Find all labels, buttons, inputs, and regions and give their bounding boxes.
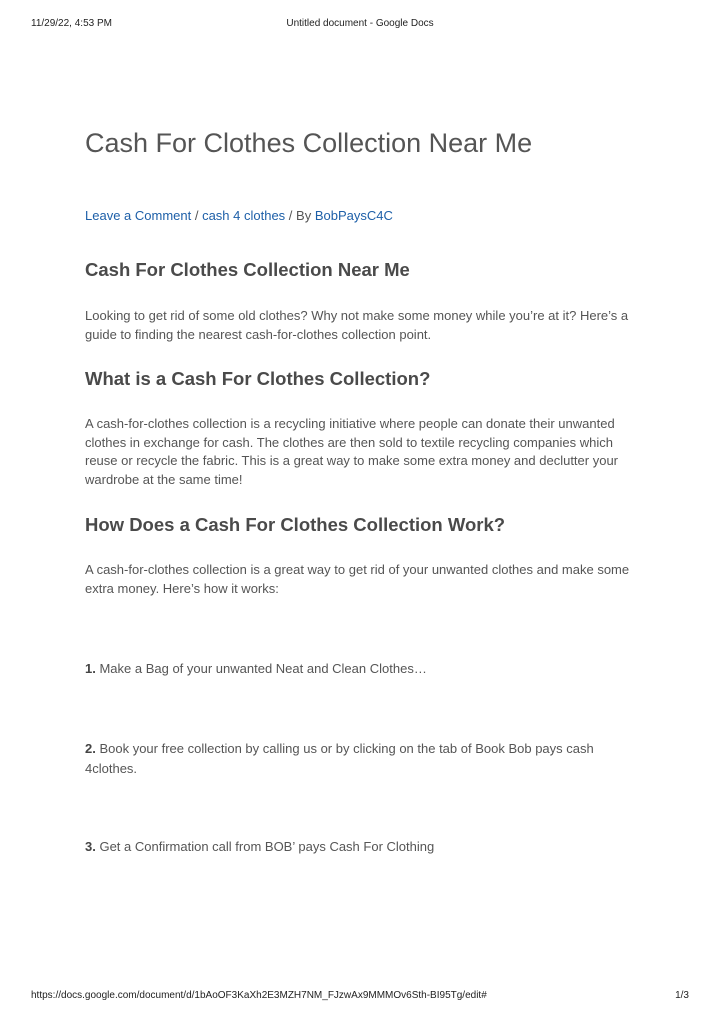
meta-by-label: / By (285, 208, 315, 223)
author-link[interactable]: BobPaysC4C (314, 208, 393, 223)
section-heading: What is a Cash For Clothes Collection? (85, 368, 431, 389)
print-footer (31, 990, 689, 1004)
section-paragraph: Looking to get rid of some old clothes? Why not make some money while you’re at it? Here’s a guide to finding the nearest cash-for-clothes collection point. (85, 308, 629, 342)
print-url: https://docs.google.com/document/d/1bAoOF3KaXh2E3MZH7NM_FJzwAx9MMMOv6Sth-BI95Tg/edit# (31, 990, 487, 1001)
step-text: Make a Bag of your unwanted Neat and Clean Clothes… (95, 661, 427, 676)
meta-separator: / (191, 208, 203, 223)
page-title: Cash For Clothes Collection Near Me (85, 128, 533, 158)
print-doc-title: Untitled document - Google Docs (286, 18, 434, 29)
leave-comment-link[interactable]: Leave a Comment (85, 208, 192, 223)
post-meta (85, 208, 393, 223)
step-item (85, 659, 645, 679)
step-number: 1. (85, 661, 96, 676)
step-text: Get a Confirmation call from BOB’ pays Cash For Clothing (95, 839, 435, 854)
print-header (31, 18, 689, 32)
step-number: 2. (85, 741, 96, 756)
section-heading: Cash For Clothes Collection Near Me (85, 259, 410, 280)
step-item (85, 837, 645, 857)
step-item (85, 739, 645, 778)
category-link[interactable]: cash 4 clothes (202, 208, 286, 223)
section-paragraph: A cash-for-clothes collection is a great way to get rid of your unwanted clothes and make some extra money. Here’s how it works: (85, 562, 630, 596)
print-datetime: 11/29/22, 4:53 PM (31, 18, 112, 29)
step-number: 3. (85, 839, 96, 854)
step-text: Book your free collection by calling us or by clicking on the tab of Book Bob pays cash 4clothes. (85, 741, 594, 776)
print-page-number: 1/3 (675, 990, 689, 1001)
section-paragraph: A cash-for-clothes collection is a recycling initiative where people can donate their unwanted clothes in exchange for cash. The clothes are then sold to textile recycling companies which reuse or recycle the fabric. This is a great way to make some extra money and declutter your wardrobe at the same time! (85, 416, 618, 487)
section-heading: How Does a Cash For Clothes Collection Work? (85, 514, 506, 535)
